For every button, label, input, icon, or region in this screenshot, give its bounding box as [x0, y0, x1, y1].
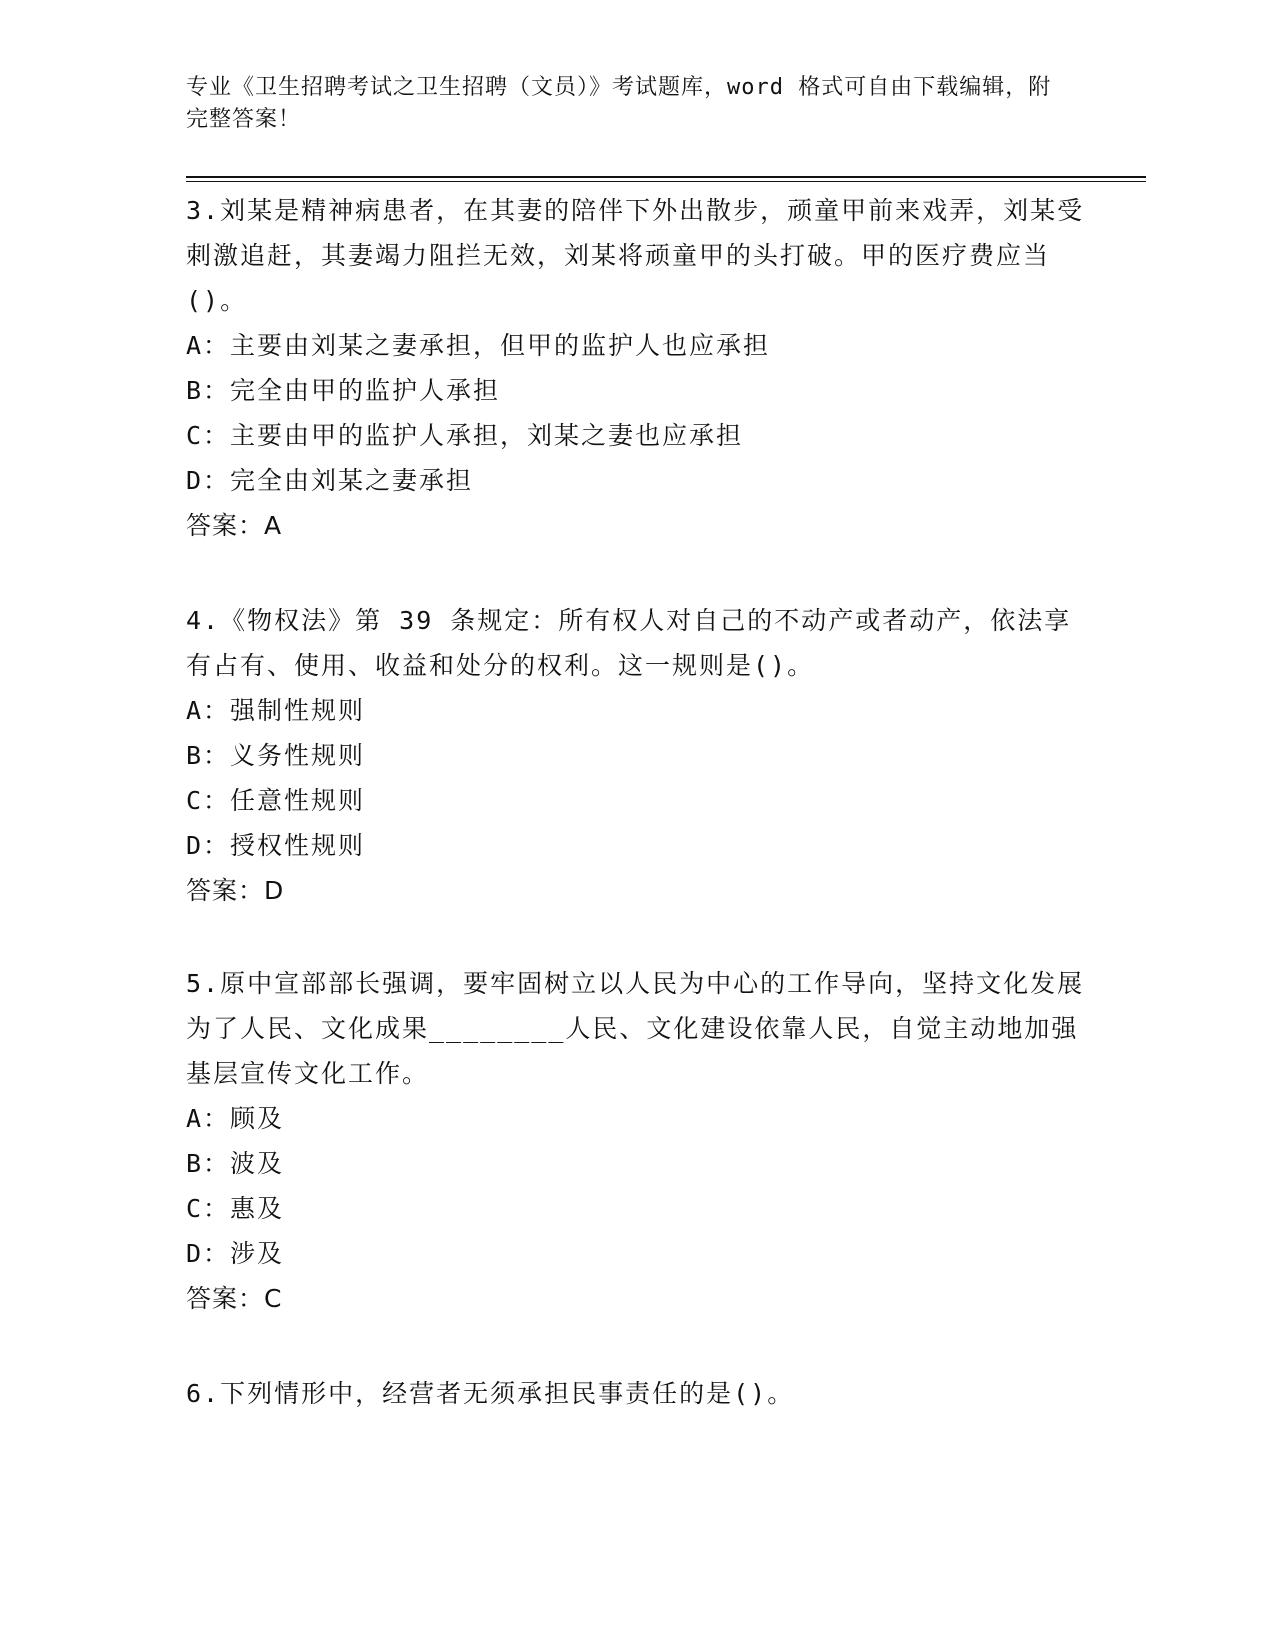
option-b: B：义务性规则 [186, 741, 366, 770]
option-a: A：主要由刘某之妻承担，但甲的监护人也应承担 [186, 331, 771, 360]
question-6 [186, 1371, 1086, 1416]
option-b: B：波及 [186, 1149, 285, 1178]
question-4 [186, 598, 1086, 913]
option-b: B：完全由甲的监护人承担 [186, 376, 501, 405]
question-3 [186, 188, 1086, 548]
option-a: A：强制性规则 [186, 696, 366, 725]
answer: 答案：A [186, 511, 283, 540]
option-d: D：授权性规则 [186, 831, 366, 860]
option-c: C：惠及 [186, 1194, 285, 1223]
option-c: C：主要由甲的监护人承担，刘某之妻也应承担 [186, 421, 744, 450]
question-stem: 5.原中宣部部长强调，要牢固树立以人民为中心的工作导向，坚持文化发展为了人民、文化成果________人民、文化建设依靠人民，自觉主动地加强基层宣传文化工作。 [186, 969, 1085, 1088]
document-header: 专业《卫生招聘考试之卫生招聘（文员）》考试题库，word 格式可自由下载编辑，附完整答案！ [186, 75, 1052, 132]
option-d: D：涉及 [186, 1239, 285, 1268]
question-stem: 3.刘某是精神病患者，在其妻的陪伴下外出散步，顽童甲前来戏弄，刘某受刺激追赶，其妻竭力阻拦无效，刘某将顽童甲的头打破。甲的医疗费应当()。 [186, 196, 1085, 315]
question-stem: 6.下列情形中，经营者无须承担民事责任的是()。 [186, 1379, 795, 1408]
header-divider-thin [186, 181, 1146, 182]
answer: 答案：C [186, 1284, 283, 1313]
header-divider-thick [186, 176, 1146, 178]
question-5 [186, 961, 1086, 1321]
answer: 答案：D [186, 876, 285, 905]
option-d: D：完全由刘某之妻承担 [186, 466, 474, 495]
option-c: C：任意性规则 [186, 786, 366, 815]
option-a: A：顾及 [186, 1104, 285, 1133]
question-stem: 4.《物权法》第 39 条规定：所有权人对自己的不动产或者动产，依法享有占有、使用、收益和处分的权利。这一规则是()。 [186, 606, 1072, 680]
